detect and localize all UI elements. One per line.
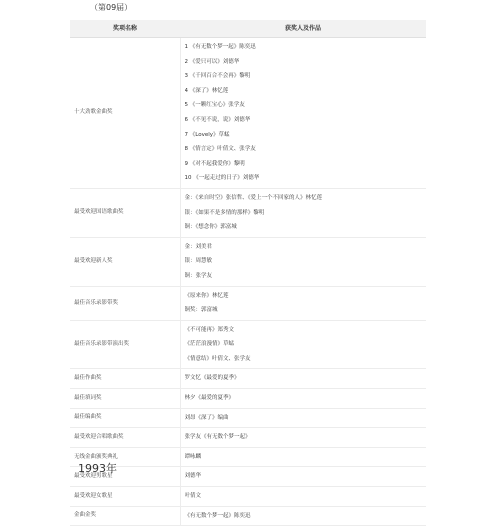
- winner-entry: 林夕《最爱的夏季》: [184, 395, 235, 402]
- award-winners: [180, 369, 426, 389]
- winner-entry: 张学友《有无数个梦一起》: [184, 434, 251, 441]
- table-row: [70, 428, 426, 448]
- award-winners: [180, 286, 426, 320]
- winner-entry: 《不可能再》郑秀文: [184, 326, 235, 333]
- award-category: 最佳填词奖: [70, 389, 180, 409]
- table-row: [70, 447, 426, 467]
- winner-entry: 3 《千回百合不会再》黎明: [184, 73, 251, 80]
- winner-entry: 铜：张学友: [184, 272, 213, 279]
- award-winners: [180, 467, 426, 487]
- winner-entry: 罗文忆《最爱的夏季》: [184, 375, 240, 382]
- winner-entry: 刘德华: [184, 473, 202, 480]
- award-category: 无线金曲颁奖典礼: [70, 447, 180, 467]
- award-winners: [180, 237, 426, 286]
- winner-entry: 4 《深了》林忆莲: [184, 87, 229, 94]
- table-header: [70, 20, 426, 38]
- header-row: [70, 20, 426, 38]
- winner-entry: 金：《来自时空》张信哲、《爱上一个不回家的人》林忆莲: [184, 194, 323, 201]
- table-row: [70, 188, 426, 237]
- award-winners: [180, 447, 426, 467]
- award-category: 最受欢迎男歌星: [70, 467, 180, 487]
- award-category: 最受欢迎新人奖: [70, 237, 180, 286]
- winner-entry: 9 《对不起我爱你》黎明: [184, 160, 245, 167]
- table-body: [70, 38, 426, 526]
- winner-entry: 银：《如果不是多情的那样》黎明: [184, 209, 265, 216]
- table-row: [70, 369, 426, 389]
- award-winners: [180, 408, 426, 428]
- table-row: [70, 237, 426, 286]
- award-category: 最受欢迎合唱歌曲奖: [70, 428, 180, 448]
- winner-entry: 7 《Lovely》草蜢: [184, 131, 230, 138]
- winner-entry: 5 《一颗红宝心》张学友: [184, 102, 245, 109]
- award-category: 最佳音乐录影带奖: [70, 286, 180, 320]
- table-row: [70, 487, 426, 507]
- award-winners: [180, 506, 426, 526]
- winner-entry: 《茫茫浪漫情》草蜢: [184, 341, 235, 348]
- award-category: 十大劲歌金曲奖: [70, 38, 180, 189]
- table-row: [70, 506, 426, 526]
- table-row: [70, 467, 426, 487]
- winner-entry: 《有无数个梦一起》陈奕迅: [184, 512, 251, 519]
- winner-entry: 《情意结》叶倩文、张学友: [184, 355, 251, 362]
- award-category: 最佳音乐录影带演出奖: [70, 320, 180, 369]
- awards-table: [70, 20, 426, 526]
- header-winners: 获奖人及作品: [180, 20, 426, 38]
- winner-entry: 《原来你》林忆莲: [184, 292, 229, 299]
- table-row: [70, 38, 426, 189]
- header-award-name: 奖项名称: [70, 20, 180, 38]
- award-category: 最受欢迎女歌星: [70, 487, 180, 507]
- award-winners: [180, 389, 426, 409]
- table-row: [70, 408, 426, 428]
- award-winners: [180, 38, 426, 189]
- winner-entry: 10 《一起走过的日子》刘德华: [184, 175, 260, 182]
- winner-entry: 银：周慧敏: [184, 258, 213, 265]
- award-winners: [180, 428, 426, 448]
- winner-entry: 2 《爱只可以》刘德华: [184, 58, 240, 65]
- winner-entry: 叶倩文: [184, 493, 202, 500]
- winner-entry: 铜：《想念你》郭富城: [184, 224, 237, 231]
- winner-entry: 铜奖：郭富城: [184, 307, 218, 314]
- award-category: 最佳编曲奖: [70, 408, 180, 428]
- award-winners: [180, 320, 426, 369]
- table-row: [70, 389, 426, 409]
- winner-entry: 6 《不见不说，说》刘德华: [184, 116, 251, 123]
- winner-entry: 1 《有无数个梦一起》陈奕迅: [184, 44, 256, 50]
- winner-entry: 金：刘美君: [184, 243, 213, 250]
- year-heading: 1993年: [78, 462, 117, 475]
- award-category: 最佳作曲奖: [70, 369, 180, 389]
- table-row: [70, 320, 426, 369]
- edition-caption: （第09届）: [90, 3, 133, 12]
- award-winners: [180, 487, 426, 507]
- award-winners: [180, 188, 426, 237]
- award-category: 金曲金奖: [70, 506, 180, 526]
- winner-entry: 8 《情言定》叶倩文、张学友: [184, 146, 256, 153]
- winner-entry: 刘昂《深了》编曲: [184, 414, 229, 421]
- award-category: 最受欢迎国语歌曲奖: [70, 188, 180, 237]
- table-row: [70, 286, 426, 320]
- winner-entry: 谭咏麟: [184, 453, 202, 460]
